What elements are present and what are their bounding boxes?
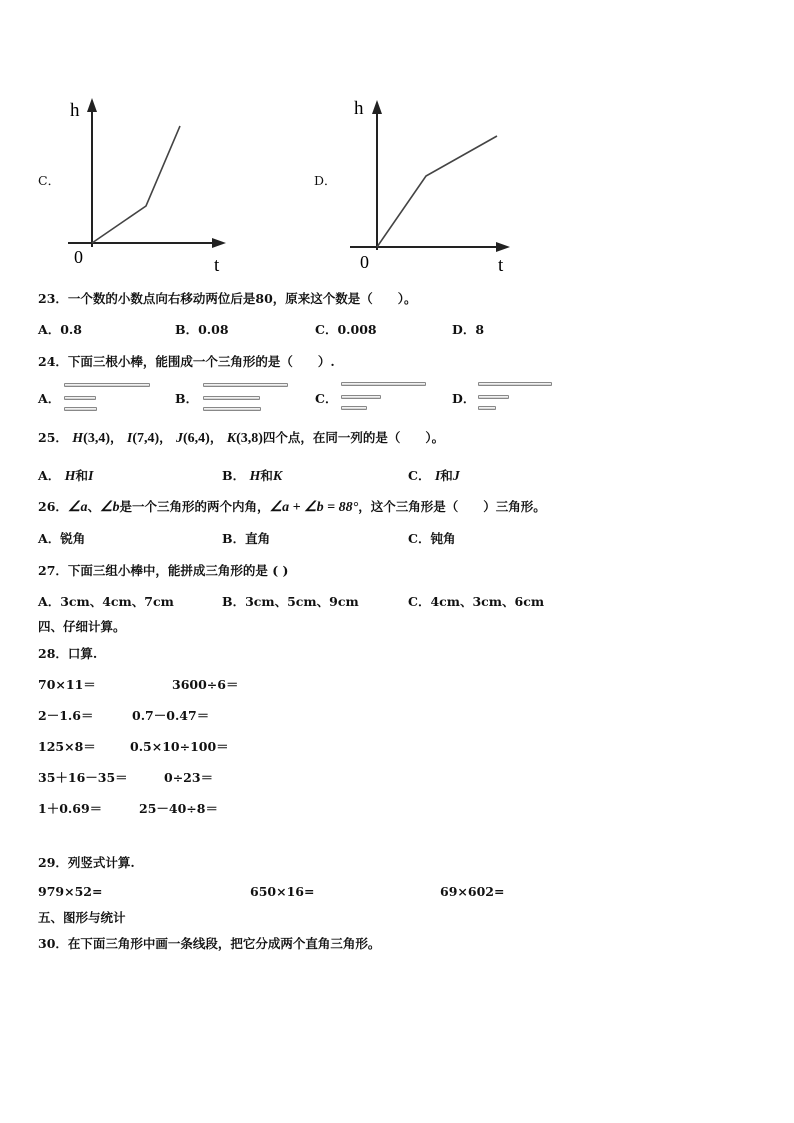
stick <box>478 382 552 386</box>
axis-y-label: h <box>354 98 364 119</box>
q23-option-a: A．0.8 <box>38 322 82 337</box>
q25-option-c: C． I和J <box>408 468 460 484</box>
q27-stem: 27．下面三组小棒中，能拼成三角形的是 ( ) <box>38 563 289 578</box>
q23-option-c: C．0.008 <box>315 322 377 337</box>
origin-label: 0 <box>74 247 83 267</box>
q24-option-a-label: A． <box>38 391 61 406</box>
q30-stem: 30．在下面三角形中画一条线段，把它分成两个直角三角形。 <box>38 936 381 951</box>
q28-item: 0.5×10÷100＝ <box>130 739 229 754</box>
stick <box>478 395 509 399</box>
x-axis-arrow-icon <box>212 238 226 248</box>
x-axis-arrow-icon <box>496 242 510 252</box>
q27-option-a: A．3cm、4cm、7cm <box>38 594 174 609</box>
stick <box>341 382 426 386</box>
section-5-heading: 五、图形与统计 <box>38 910 126 925</box>
section-4-heading: 四、仔细计算。 <box>38 619 126 634</box>
q26-option-c: C．钝角 <box>408 531 456 546</box>
q28-item: 2－1.6＝ <box>38 708 94 723</box>
q29-item: 69×602= <box>440 884 505 899</box>
axis-x-label: t <box>214 255 220 276</box>
q23-stem: 23．一个数的小数点向右移动两位后是80，原来这个数是（ ）。 <box>38 291 417 306</box>
stick <box>64 383 150 387</box>
q28-item: 35＋16－35＝ <box>38 770 128 785</box>
q28-stem: 28．口算. <box>38 646 98 661</box>
stick <box>203 383 288 387</box>
q24-option-d-label: D． <box>452 391 476 406</box>
axis-y-label: h <box>70 100 80 121</box>
stick <box>341 406 367 410</box>
stick <box>341 395 381 399</box>
origin-label: 0 <box>360 252 369 272</box>
axis-x-label: t <box>498 255 504 276</box>
stick <box>203 396 260 400</box>
q25-stem: 25． H(3,4)， I(7,4)， J(6,4)， K(3,8)四个点，在同一列的是（ ）。 <box>38 430 445 446</box>
q28-item: 3600÷6＝ <box>172 677 239 692</box>
y-axis-arrow-icon <box>87 98 97 112</box>
q27-option-c: C．4cm、3cm、6cm <box>408 594 545 609</box>
q25-option-a: A． H和I <box>38 468 94 484</box>
graph-line <box>92 126 180 243</box>
q24-stem: 24．下面三根小棒，能围成一个三角形的是（ ）. <box>38 354 335 369</box>
q29-item: 650×16= <box>250 884 315 899</box>
q25-option-b: B． H和K <box>222 468 283 484</box>
q26-option-a: A．锐角 <box>38 531 86 546</box>
q26-option-b: B．直角 <box>222 531 271 546</box>
q23-option-d: D．8 <box>452 322 485 337</box>
q23-option-b: B．0.08 <box>175 322 229 337</box>
q28-item: 0÷23＝ <box>164 770 214 785</box>
q24-option-b-label: B． <box>175 391 199 406</box>
graph-line <box>377 136 497 247</box>
q28-item: 0.7－0.47＝ <box>132 708 210 723</box>
y-axis-arrow-icon <box>372 100 382 114</box>
graph-c <box>62 92 232 277</box>
q28-item: 25－40÷8＝ <box>139 801 218 816</box>
stick <box>64 396 96 400</box>
stick <box>478 406 496 410</box>
option-c-label: C． <box>38 173 61 188</box>
stick <box>64 407 97 411</box>
graph-d <box>346 92 516 277</box>
q28-item: 125×8＝ <box>38 739 96 754</box>
q28-item: 1＋0.69＝ <box>38 801 103 816</box>
stick <box>203 407 261 411</box>
q27-option-b: B．3cm、5cm、9cm <box>222 594 359 609</box>
option-d-label: D． <box>314 173 337 188</box>
q29-stem: 29．列竖式计算. <box>38 855 135 870</box>
q26-stem: 26．∠a、∠b是一个三角形的两个内角，∠a + ∠b = 88°，这个三角形是（ ）三角形。 <box>38 499 546 515</box>
q24-option-c-label: C． <box>315 391 338 406</box>
q28-item: 70×11＝ <box>38 677 96 692</box>
q29-item: 979×52= <box>38 884 103 899</box>
